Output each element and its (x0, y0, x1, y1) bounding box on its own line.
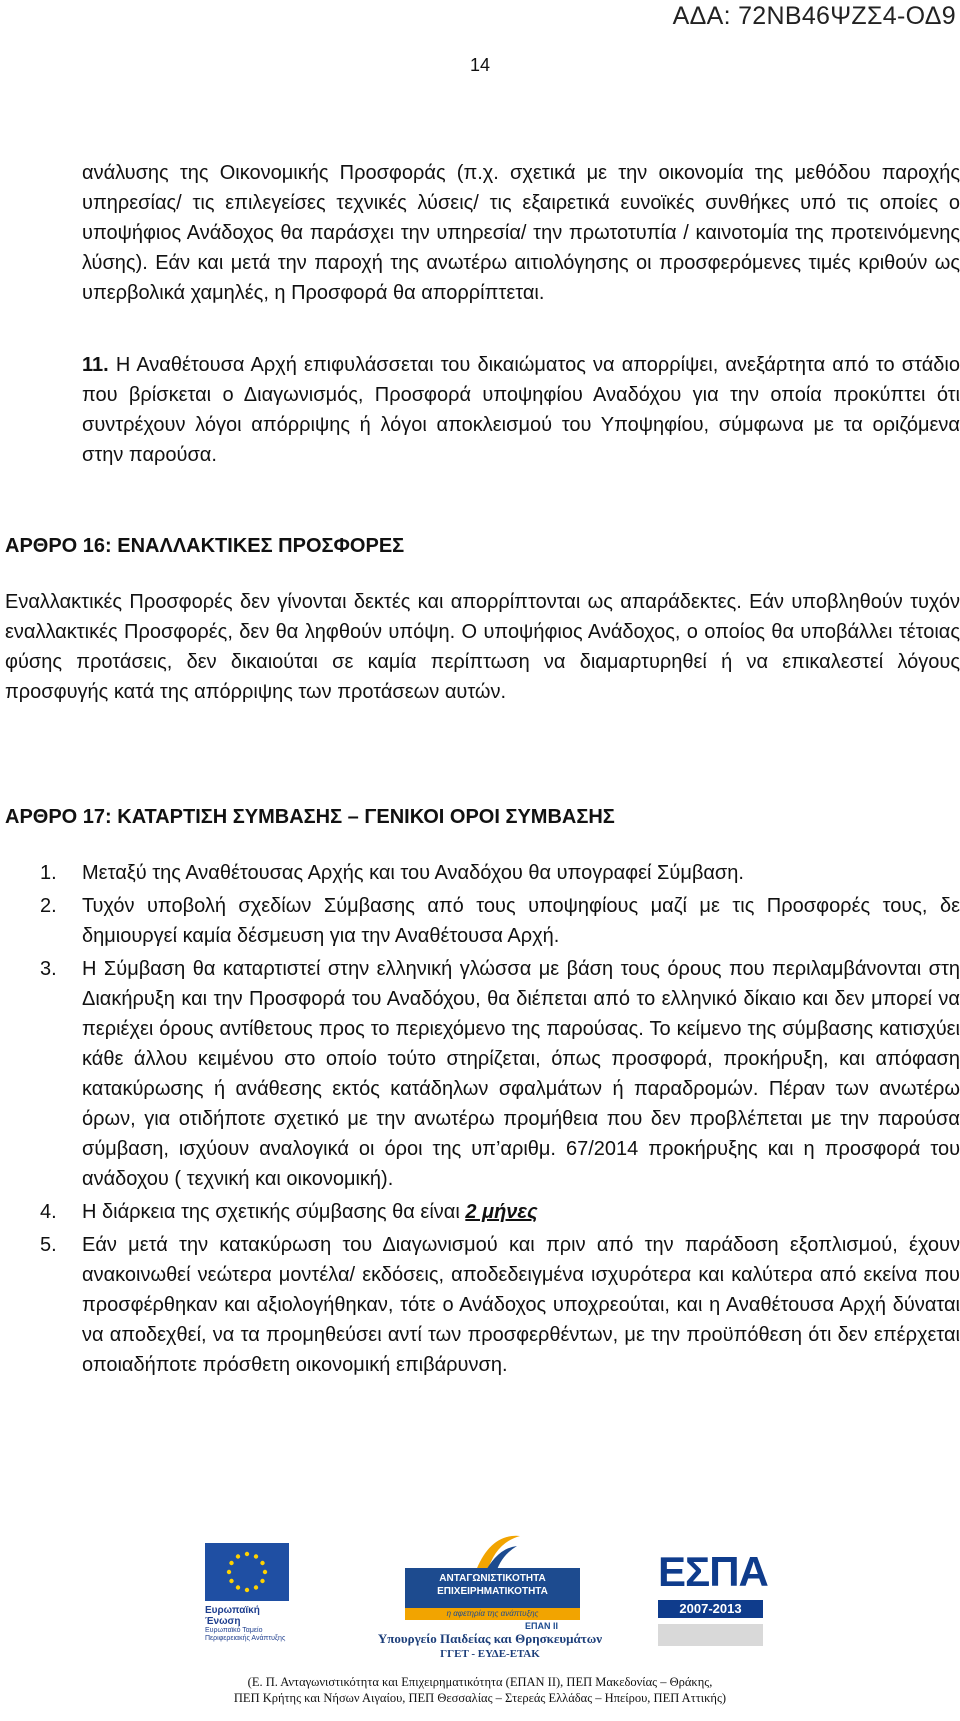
article-17-heading: ΑΡΘΡΟ 17: ΚΑΤΑΡΤΙΣΗ ΣΥΜΒΑΣΗΣ – ΓΕΝΙΚΟΙ ΟΡΟΙ ΣΥΜΒΑΣΗΣ (5, 806, 615, 828)
eu-logo (205, 1543, 295, 1643)
list-item-number: 2. (40, 895, 57, 917)
footer-line1: (Ε. Π. Ανταγωνιστικότητα και Επιχειρηματικότητα (ΕΠΑΝ ΙΙ), ΠΕΠ Μακεδονίας – Θράκης, (247, 1675, 713, 1689)
article-16-heading: ΑΡΘΡΟ 16: ΕΝΑΛΛΑΚΤΙΚΕΣ ΠΡΟΣΦΟΡΕΣ (5, 535, 405, 557)
program-band-line2: ΕΠΙΧΕΙΡΗΜΑΤΙΚΟΤΗΤΑ (437, 1586, 548, 1597)
article-17-list (0, 858, 960, 1383)
list-item (0, 1230, 960, 1380)
list-item-number: 1. (40, 862, 57, 884)
list-item-text: Η Σύμβαση θα καταρτιστεί στην ελληνική γλώσσα με βάση τους όρους που περιλαμβάνονται στη Διακήρυξη και την Προσφορά του Αναδόχου, θα διέπεται από το ελληνικό δίκαιο και δεν μπορεί να περιέχει όρους αντίθετους προς το περιεχόμενο της παρούσας. Το κείμενο της σύμβασης κατισχύει κάθε άλλου κειμένου στο οποίο τούτο στηρίζεται, όπως προσφορά, προκήρυξη, και απόφαση κατακύρωσης ή ανάθεσης εκτός κατάδηλων σφαλμάτων ή παραδρομών. Πέραν των ανωτέρω όρων, για οτιδήποτε σχετικό με την ανωτέρω προμήθεια που δεν προβλέπεται με την παρούσα σύμβαση, ισχύουν αναλογικά οι όροι της υπ’αριθμ. 67/2014 προκήρυξης και η προσφορά του ανάδοχου ( τεχνική και οικονομική). (82, 958, 960, 1190)
footer-line2: ΠΕΠ Κρήτης και Νήσων Αιγαίου, ΠΕΠ Θεσσαλίας – Στερεάς Ελλάδας – Ηπείρου, ΠΕΠ Αττικής) (233, 1691, 727, 1705)
footer (0, 1674, 960, 1706)
list-item-text: Η διάρκεια της σχετικής σύμβασης θα είναι (82, 1201, 466, 1223)
list-item-text: Τυχόν υποβολή σχεδίων Σύμβασης από τους υποψηφίους μαζί με τις Προσφορές τους, δε δημιουργεί καμία δέσμευση για την Αναθέτουσα Αρχή. (82, 895, 960, 947)
list-item (0, 891, 960, 951)
program-band (405, 1568, 580, 1608)
list-item-text: Μεταξύ της Αναθέτουσας Αρχής και του Αναδόχου θα υπογραφεί Σύμβαση. (82, 862, 744, 884)
directorate-name: ΓΓΕΤ - ΕΥΔΕ-ΕΤΑΚ (440, 1648, 540, 1660)
program-logo (345, 1528, 635, 1663)
eu-flag-icon (205, 1543, 289, 1601)
item-11-text: Η Αναθέτουσα Αρχή επιφυλάσσεται του δικαιώματος να απορρίψει, ανεξάρτητα από το στάδιο που βρίσκεται ο Διαγωνισμός, Προσφορά υποψηφίου Αναδόχου για την οποία προκύπτει ότι συντρέχουν λόγοι απόρριψης ή λόγοι αποκλεισμού του Υποψηφίου, σύμφωνα με τα οριζόμενα στην παρούσα. (82, 354, 960, 466)
list-item (0, 858, 960, 888)
espa-name: ΕΣΠΑ (658, 1548, 768, 1595)
ministry-name: Υπουργείο Παιδείας και Θρησκευμάτων (377, 1631, 603, 1646)
eu-sub1: Ευρωπαϊκό Ταμείο (205, 1627, 263, 1634)
program-code: ΕΠΑΝ ΙΙ (525, 1621, 559, 1631)
espa-years: 2007-2013 (658, 1600, 763, 1618)
eu-title: Ευρωπαϊκή Ένωση (205, 1605, 260, 1627)
continuation-paragraph: ανάλυσης της Οικονομικής Προσφοράς (π.χ. σχετικά με την οικονομία της μεθόδου παροχής υπηρεσίας/ τις επιλεγείσες τεχνικές λύσεις/ τις εξαιρετικά ευνοϊκές συνθήκες υπό τις οποίες ο υποψήφιος Ανάδοχος θα παράσχει την υπηρεσία/ την πρωτοτυπία / καινοτομία της προτεινόμενης λύσης). Εάν και μετά την παροχή της ανωτέρω αιτιολόγησης οι προσφερόμενες τιμές κριθούν ως υπερβολικά χαμηλές, η Προσφορά θα απορρίπτεται. (82, 162, 960, 304)
list-item-number: 3. (40, 958, 57, 980)
page-number: 14 (469, 55, 491, 75)
list-item-number: 4. (40, 1201, 57, 1223)
program-slogan: η αφετηρία της ανάπτυξης (405, 1608, 580, 1620)
duration-emphasis: 2 μήνες (465, 1201, 538, 1223)
espa-flag-icon (658, 1624, 763, 1646)
item-11 (82, 350, 960, 470)
program-band-line1: ΑΝΤΑΓΩΝΙΣΤΙΚΟΤΗΤΑ (439, 1573, 546, 1584)
list-item-number: 5. (40, 1234, 57, 1256)
eu-sub2: Περιφερειακής Ανάπτυξης (205, 1635, 286, 1642)
ada-code: ΑΔΑ: 72ΝΒ46ΨΖΣ4-ΟΔ9 (672, 2, 956, 30)
item-11-number: 11. (82, 354, 109, 376)
article-16-text: Εναλλακτικές Προσφορές δεν γίνονται δεκτές και απορρίπτονται ως απαράδεκτες. Εάν υποβληθούν τυχόν εναλλακτικές Προσφορές, δεν θα ληφθούν υπόψη. Ο υποψήφιος Ανάδοχος, ο οποίος θα υποβάλλει τέτοιας φύσης προτάσεις, δεν δικαιούται σε καμία περίπτωση να διαμαρτυρηθεί ή να επικαλεστεί λόγους προσφυγής κατά της απόρριψης των προτάσεων αυτών. (5, 591, 960, 703)
funding-logos (0, 1528, 960, 1663)
list-item (0, 1197, 960, 1227)
list-item (0, 954, 960, 1194)
espa-logo (650, 1538, 770, 1658)
list-item-text: Εάν μετά την κατακύρωση του Διαγωνισμού και πριν από την παράδοση εξοπλισμού, έχουν ανακοινωθεί νεώτερα μοντέλα/ εκδόσεις, αποδεδειγμένα ισχυρότερα και καλύτερα από εκείνα που προσφέρθηκαν και αξιολογήθηκαν, τότε ο Ανάδοχος υποχρεούται, και η Αναθέτουσα Αρχή δύναται να αποδεχθεί, να τα προμηθεύσει αντί των προσφερθέντων, με την προϋπόθεση ότι δεν επέρχεται οποιαδήποτε πρόσθετη οικονομική επιβάρυνση. (82, 1234, 960, 1376)
